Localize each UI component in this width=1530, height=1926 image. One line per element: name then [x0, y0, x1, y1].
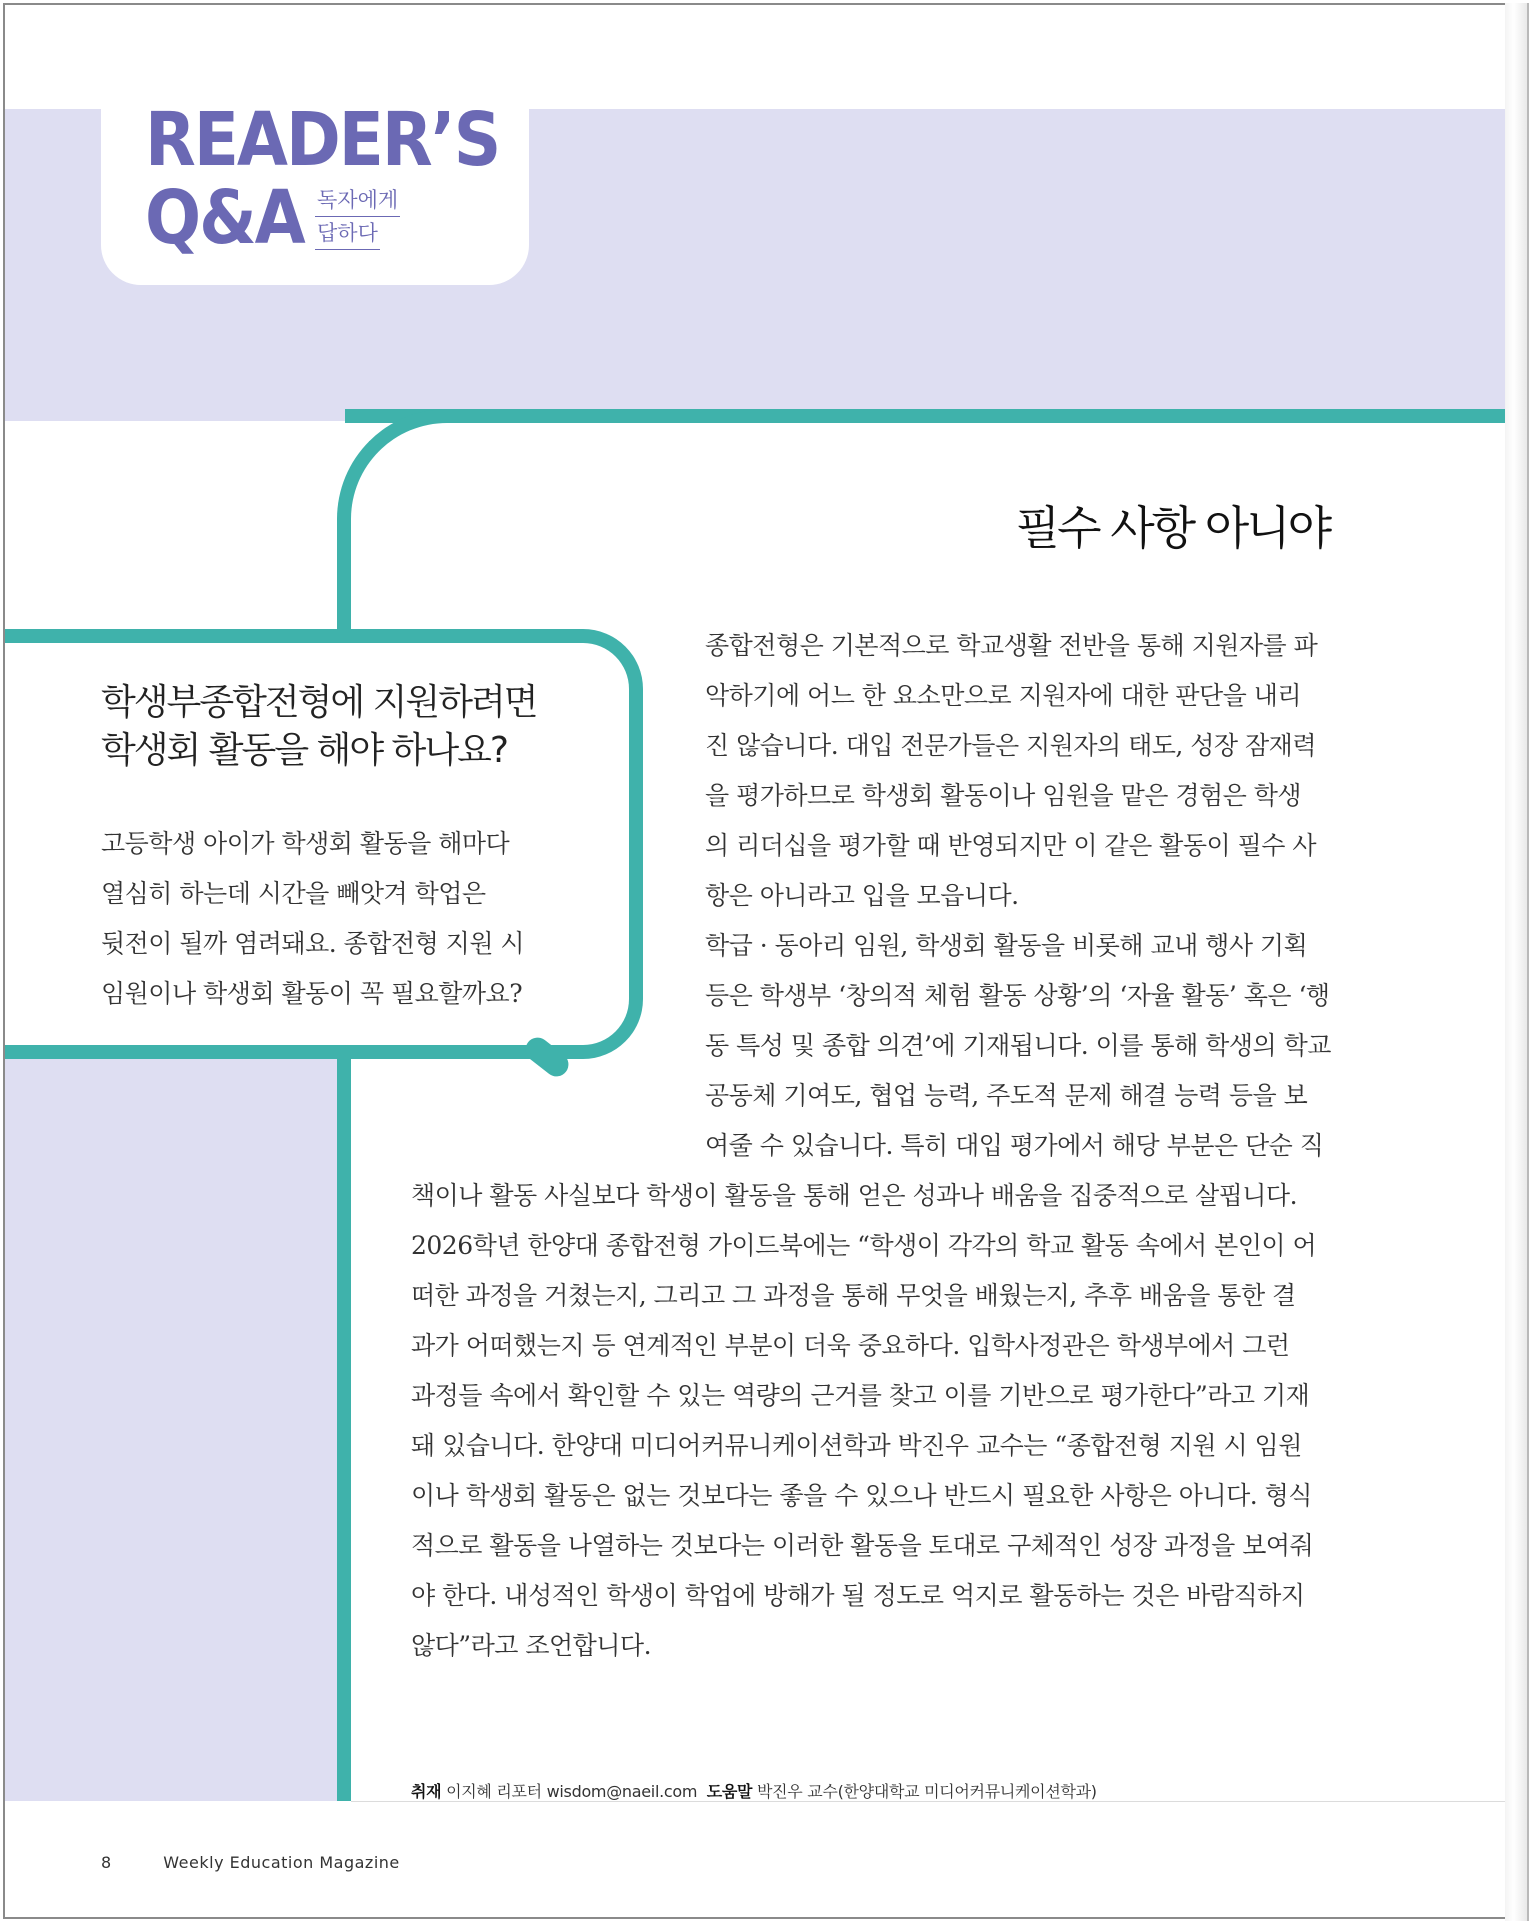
- article-credits: [411, 1779, 1097, 1802]
- answer-column: [705, 621, 1355, 1171]
- answer-full-width: [411, 1171, 1355, 1671]
- logo-sub-line2: 답하다: [315, 217, 380, 250]
- question-line: 뒷전이 될까 염려돼요. 종합전형 지원 시: [101, 929, 525, 958]
- answer-line: 항은 아니라고 입을 모읍니다.: [705, 881, 1019, 910]
- question-title-line2: 학생회 활동을 해야 하나요?: [101, 730, 507, 771]
- magazine-page: [3, 3, 1513, 1919]
- question-title-line1: 학생부종합전형에 지원하려면: [101, 682, 537, 723]
- question-body: [101, 819, 561, 1019]
- logo-title-line2: Q&A: [145, 174, 304, 262]
- answer-line: 진 않습니다. 대입 전문가들은 지원자의 태도, 성장 잠재력: [705, 731, 1316, 760]
- helper-info: 박진우 교수(한양대학교 미디어커뮤니케이션학과): [757, 1782, 1097, 1801]
- answer-line: 떠한 과정을 거쳤는지, 그리고 그 과정을 통해 무엇을 배웠는지, 추후 배움을 통한 결: [411, 1281, 1296, 1310]
- teal-corner-curve: [337, 409, 457, 629]
- question-line: 열심히 하는데 시간을 빼앗겨 학업은: [101, 879, 486, 908]
- answer-line: 여줄 수 있습니다. 특히 대입 평가에서 해당 부분은 단순 직: [705, 1131, 1324, 1160]
- page-number: 8: [101, 1853, 112, 1872]
- answer-line: 종합전형은 기본적으로 학교생활 전반을 통해 지원자를 파: [705, 631, 1318, 660]
- logo-sub-line1: 독자에게: [315, 184, 400, 217]
- answer-line: 악하기에 어느 한 요소만으로 지원자에 대한 판단을 내리: [705, 681, 1302, 710]
- footer-divider: [351, 1801, 1513, 1802]
- teal-vertical-rule: [337, 1055, 351, 1801]
- answer-line: 책이나 활동 사실보다 학생이 활동을 통해 얻은 성과나 배움을 집중적으로 살핍니다.: [411, 1181, 1298, 1210]
- answer-line: 않다”라고 조언합니다.: [411, 1631, 652, 1660]
- answer-line: 등은 학생부 ‘창의적 체험 활동 상황’의 ‘자율 활동’ 혹은 ‘행: [705, 981, 1330, 1010]
- logo-subtitle: [315, 184, 400, 250]
- answer-line: 공동체 기여도, 협업 능력, 주도적 문제 해결 능력 등을 보: [705, 1081, 1308, 1110]
- answer-line: 과가 어떠했는지 등 연계적인 부분이 더욱 중요하다. 입학사정관은 학생부에서 그런: [411, 1331, 1290, 1360]
- question-title: [101, 679, 537, 775]
- teal-top-rule: [345, 409, 1513, 423]
- answer-heading: 필수 사항 아니야: [1015, 501, 1329, 555]
- answer-line: 과정들 속에서 확인할 수 있는 역량의 근거를 찾고 이를 기반으로 평가한다”라고 기재: [411, 1381, 1310, 1410]
- answer-line: 이나 학생회 활동은 없는 것보다는 좋을 수 있으나 반드시 필요한 사항은 아니다. 형식: [411, 1481, 1312, 1510]
- helper-label: 도움말: [706, 1782, 753, 1801]
- answer-line: 돼 있습니다. 한양대 미디어커뮤니케이션학과 박진우 교수는 “종합전형 지원 시 임원: [411, 1431, 1302, 1460]
- answer-line: 을 평가하므로 학생회 활동이나 임원을 맡은 경험은 학생: [705, 781, 1302, 810]
- answer-line: 의 리더십을 평가할 때 반영되지만 이 같은 활동이 필수 사: [705, 831, 1316, 860]
- logo-title-line1: READER’S: [145, 96, 500, 183]
- answer-line: 2026학년 한양대 종합전형 가이드북에는 “학생이 각각의 학교 활동 속에서 본인이 어: [411, 1231, 1317, 1260]
- answer-line: 적으로 활동을 나열하는 것보다는 이러한 활동을 토대로 구체적인 성장 과정을 보여줘: [411, 1531, 1314, 1560]
- answer-line: 동 특성 및 종합 의견’에 기재됩니다. 이를 통해 학생의 학교: [705, 1031, 1331, 1060]
- magazine-name: Weekly Education Magazine: [163, 1853, 400, 1872]
- page-footer: [101, 1853, 400, 1872]
- question-line: 고등학생 아이가 학생회 활동을 해마다: [101, 829, 510, 858]
- page-stack-edge: [1505, 3, 1529, 1921]
- answer-line: 학급 · 동아리 임원, 학생회 활동을 비롯해 교내 행사 기획: [705, 931, 1308, 960]
- answer-line: 야 한다. 내성적인 학생이 학업에 방해가 될 정도로 억지로 활동하는 것은 바람직하지: [411, 1581, 1305, 1610]
- reporter-label: 취재: [411, 1782, 442, 1801]
- question-line: 임원이나 학생회 활동이 꼭 필요할까요?: [101, 979, 523, 1008]
- reporter-info: 이지혜 리포터 wisdom@naeil.com: [446, 1782, 698, 1801]
- lavender-side-band: [5, 1051, 341, 1801]
